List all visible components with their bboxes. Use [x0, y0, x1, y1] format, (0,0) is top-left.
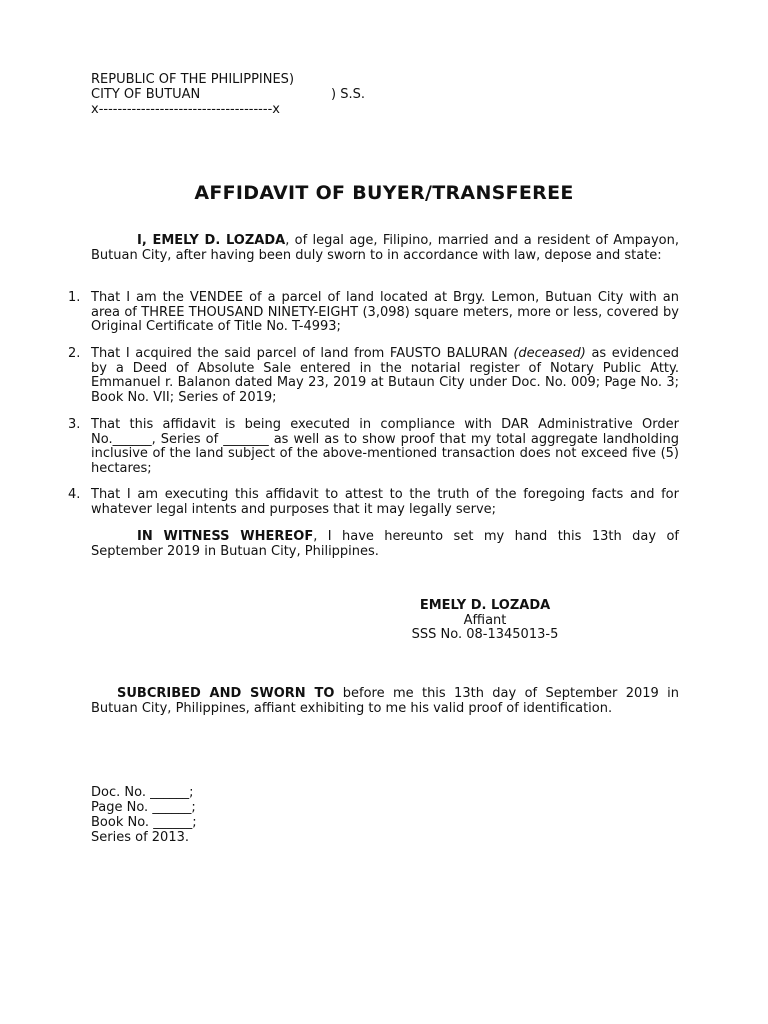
- statement-item-2: [68, 347, 679, 405]
- caption-ss: ) S.S.: [331, 87, 365, 102]
- jurat-lead: SUBCRIBED AND SWORN TO: [117, 686, 335, 701]
- item-text-after: as evidenced by a Deed of Absolute Sale entered in the notarial register of Notary Public Atty. Emmanuel r. Balanon dated May 23, 2019 at Butaun City under Doc. No. 009; Page No. 3; Book No. VII; Series of 2019;: [91, 346, 679, 405]
- caption-republic: REPUBLIC OF THE PHILIPPINES): [91, 72, 295, 87]
- notarial-series: Series of 2013.: [91, 830, 189, 845]
- signature-block: [360, 599, 610, 643]
- notarial-doc: Doc. No. ______;: [91, 785, 194, 800]
- intro-text: , of legal age, Filipino, married and a resident of Ampayon, Butuan City, after having been duly sworn to in accordance with law, depose and state:: [91, 233, 679, 263]
- item-number: 2.: [68, 346, 81, 361]
- affiant-name-intro: I, EMELY D. LOZADA: [137, 233, 286, 248]
- caption-separator: x-------------------------------------x: [91, 102, 280, 117]
- item-text: [91, 347, 679, 405]
- item-text: That this affidavit is being executed in compliance with DAR Administrative Order No.______, Series of _______ as well as to show proof that my total aggregate landholding inclusive of the land subject of the above-mentioned transaction does not exceed five (5) hectares;: [91, 417, 679, 476]
- item-text-before: That I acquired the said parcel of land from FAUSTO BALURAN: [91, 346, 514, 361]
- notarial-page: Page No. ______;: [91, 800, 196, 815]
- jurat-text: before me this 13th day of September 2019 in Butuan City, Philippines, affiant exhibiting to me his valid proof of identification.: [91, 686, 679, 716]
- item-number: 1.: [68, 290, 81, 305]
- statement-item-3: [68, 418, 679, 476]
- item-text: That I am executing this affidavit to attest to the truth of the foregoing facts and for whatever legal intents and purposes that it may legally serve;: [91, 487, 679, 517]
- statement-item-4: [68, 488, 679, 517]
- item-text-italic: (deceased): [513, 346, 586, 361]
- item-text: That I am the VENDEE of a parcel of land located at Brgy. Lemon, Butuan City with an area of THREE THOUSAND NINETY-EIGHT (3,098) square meters, more or less, covered by Original Certificate of Title No. T-4993;: [91, 290, 679, 334]
- document-title: AFFIDAVIT OF BUYER/TRANSFEREE: [194, 182, 574, 204]
- affiant-name: EMELY D. LOZADA: [419, 598, 551, 613]
- venue-caption: [91, 73, 411, 118]
- caption-city: CITY OF BUTUAN: [91, 87, 201, 102]
- witness-lead: IN WITNESS WHEREOF: [137, 529, 314, 544]
- notarial-details: [91, 786, 391, 846]
- notarial-book: Book No. ______;: [91, 815, 197, 830]
- statement-item-1: [68, 291, 679, 335]
- item-number: 3.: [68, 417, 81, 432]
- witness-paragraph: [91, 530, 679, 559]
- affiant-sss: SSS No. 08-1345013-5: [411, 627, 559, 642]
- jurat-paragraph: [91, 687, 679, 716]
- affiant-role: Affiant: [463, 612, 507, 628]
- item-number: 4.: [68, 487, 81, 502]
- intro-paragraph: [91, 234, 679, 263]
- witness-text: , I have hereunto set my hand this 13th day of September 2019 in Butuan City, Philippines.: [91, 529, 679, 559]
